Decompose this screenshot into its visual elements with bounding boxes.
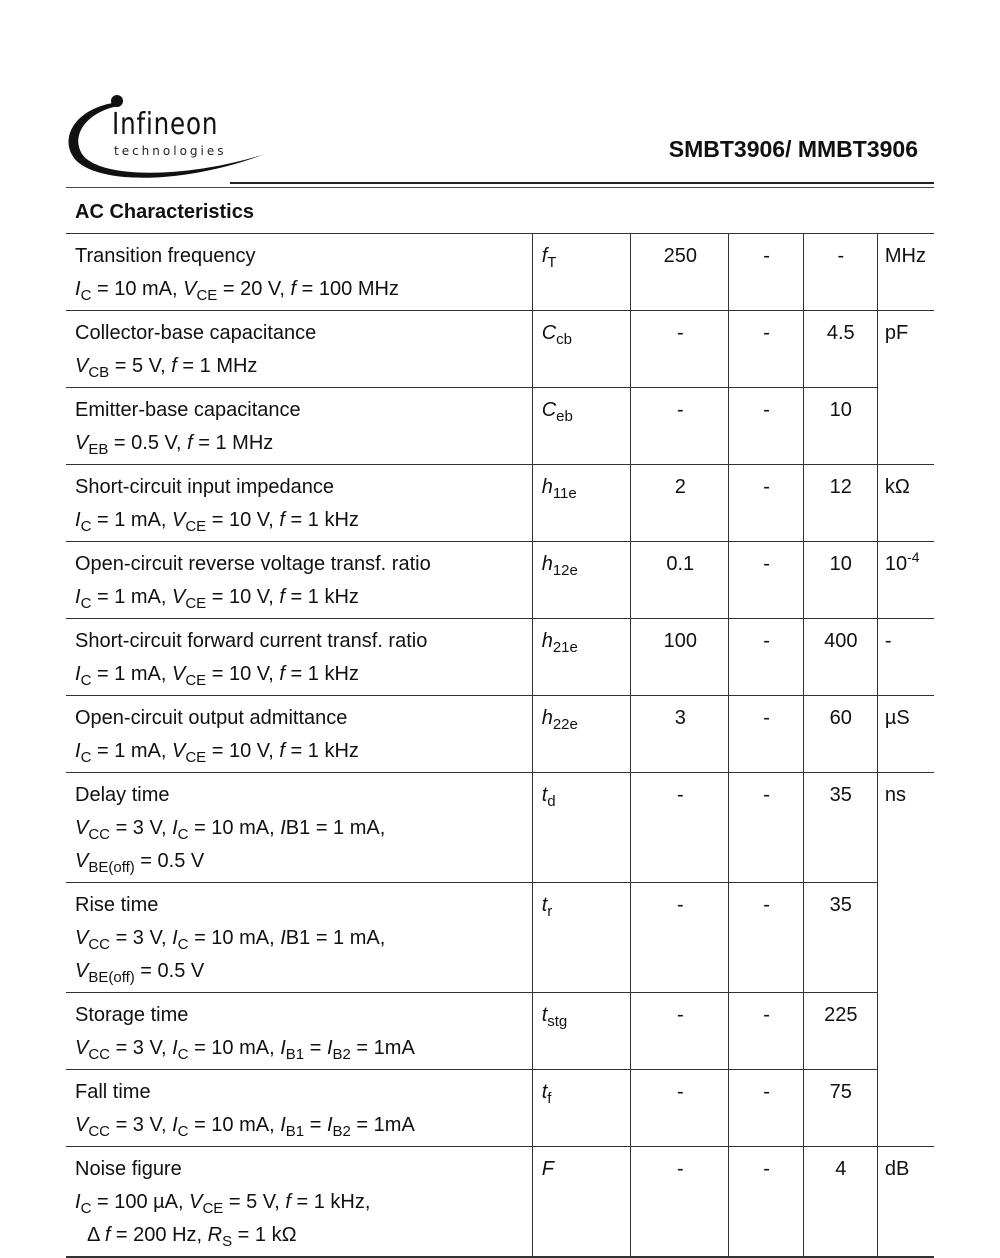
min-value: 100 bbox=[631, 619, 729, 696]
section-title: AC Characteristics bbox=[66, 190, 934, 234]
table-row bbox=[66, 388, 934, 465]
symbol-cell: $C_{eb}$ bbox=[532, 388, 630, 465]
parameter-cell bbox=[66, 993, 532, 1070]
parameter-cell bbox=[66, 388, 532, 465]
test-condition: $V_{BE(off)} = 0.5$ V bbox=[75, 850, 205, 876]
unit-cell: $10^{-4}$ bbox=[877, 542, 934, 619]
test-condition: $I_C = 1$ mA, $V_{CE} = 10$ V, f = 1 kHz bbox=[75, 663, 359, 689]
typ-value: - bbox=[729, 465, 803, 542]
parameter-name: Short-circuit forward current transf. ratio bbox=[75, 630, 428, 652]
min-value: - bbox=[631, 1147, 729, 1258]
header-rule bbox=[230, 182, 934, 184]
unit-cell: kΩ bbox=[877, 465, 934, 542]
table-row bbox=[66, 883, 934, 993]
section-header-row bbox=[66, 190, 934, 234]
max-value: 35 bbox=[803, 883, 877, 993]
symbol-cell: $h_{11e}$ bbox=[532, 465, 630, 542]
ac-characteristics-table bbox=[66, 190, 934, 1258]
parameter-cell bbox=[66, 619, 532, 696]
min-value: 3 bbox=[631, 696, 729, 773]
test-condition: $I_C = 1$ mA, $V_{CE} = 10$ V, f = 1 kHz bbox=[75, 740, 359, 766]
parameter-cell bbox=[66, 773, 532, 883]
header-rule-lower bbox=[66, 187, 934, 188]
test-condition: $I_C = 1$ mA, $V_{CE} = 10$ V, f = 1 kHz bbox=[75, 586, 359, 612]
unit-cell bbox=[877, 388, 934, 465]
typ-value: - bbox=[729, 388, 803, 465]
test-condition: $V_{BE(off)} = 0.5$ V bbox=[75, 960, 205, 986]
typ-value: - bbox=[729, 1147, 803, 1258]
max-value: 400 bbox=[803, 619, 877, 696]
table-row bbox=[66, 619, 934, 696]
test-condition: $V_{CC} = 3$ V, $I_C = 10$ mA, IB1 = 1 mA, bbox=[75, 817, 386, 843]
min-value: 2 bbox=[631, 465, 729, 542]
typ-value: - bbox=[729, 883, 803, 993]
unit-cell bbox=[877, 883, 934, 993]
min-value: 250 bbox=[631, 234, 729, 311]
symbol-cell: $f_T$ bbox=[532, 234, 630, 311]
table-row bbox=[66, 696, 934, 773]
table-row bbox=[66, 311, 934, 388]
test-condition: $I_C = 10$ mA, $V_{CE} = 20$ V, f = 100 MHz bbox=[75, 278, 399, 304]
test-condition: $V_{CB} = 5$ V, f = 1 MHz bbox=[75, 355, 258, 381]
parameter-cell bbox=[66, 542, 532, 619]
test-condition: $V_{CC} = 3$ V, $I_C = 10$ mA, $I_{B1} = I_{B2} = 1mA$ bbox=[75, 1037, 415, 1063]
typ-value: - bbox=[729, 311, 803, 388]
table-row bbox=[66, 1147, 934, 1258]
parameter-name: Delay time bbox=[75, 784, 170, 806]
parameter-name: Open-circuit output admittance bbox=[75, 707, 348, 729]
unit-cell: pF bbox=[877, 311, 934, 388]
unit-cell bbox=[877, 993, 934, 1070]
min-value: 0.1 bbox=[631, 542, 729, 619]
parameter-name: Fall time bbox=[75, 1081, 151, 1103]
typ-value: - bbox=[729, 542, 803, 619]
symbol-cell: $t_r$ bbox=[532, 883, 630, 993]
unit-cell: dB bbox=[877, 1147, 934, 1258]
max-value: - bbox=[803, 234, 877, 311]
max-value: 10 bbox=[803, 388, 877, 465]
typ-value: - bbox=[729, 234, 803, 311]
table-row bbox=[66, 993, 934, 1070]
min-value: - bbox=[631, 311, 729, 388]
min-value: - bbox=[631, 883, 729, 993]
brand-name: Infineon bbox=[112, 107, 219, 142]
unit-cell: MHz bbox=[877, 234, 934, 311]
table-row bbox=[66, 773, 934, 883]
max-value: 4 bbox=[803, 1147, 877, 1258]
parameter-name: Noise figure bbox=[75, 1158, 182, 1180]
unit-cell: ns bbox=[877, 773, 934, 883]
symbol-cell: $h_{12e}$ bbox=[532, 542, 630, 619]
min-value: - bbox=[631, 993, 729, 1070]
parameter-name: Transition frequency bbox=[75, 245, 256, 267]
parameter-name: Storage time bbox=[75, 1004, 189, 1026]
symbol-cell: F bbox=[532, 1147, 630, 1258]
max-value: 4.5 bbox=[803, 311, 877, 388]
min-value: - bbox=[631, 388, 729, 465]
min-value: - bbox=[631, 1070, 729, 1147]
unit-cell: µS bbox=[877, 696, 934, 773]
symbol-cell: $t_d$ bbox=[532, 773, 630, 883]
parameter-cell bbox=[66, 1147, 532, 1258]
table-row bbox=[66, 542, 934, 619]
test-condition: $V_{EB} = 0.5$ V, f = 1 MHz bbox=[75, 432, 274, 458]
parameter-name: Collector-base capacitance bbox=[75, 322, 317, 344]
symbol-cell: $h_{21e}$ bbox=[532, 619, 630, 696]
document-title: SMBT3906/ MMBT3906 bbox=[668, 136, 918, 162]
typ-value: - bbox=[729, 993, 803, 1070]
test-condition: $I_C = 100$ µA, $V_{CE} = 5$ V, f = 1 kHz, bbox=[75, 1191, 371, 1217]
max-value: 12 bbox=[803, 465, 877, 542]
max-value: 10 bbox=[803, 542, 877, 619]
parameter-cell bbox=[66, 883, 532, 993]
min-value: - bbox=[631, 773, 729, 883]
symbol-cell: $t_f$ bbox=[532, 1070, 630, 1147]
typ-value: - bbox=[729, 696, 803, 773]
test-condition: $V_{CC} = 3$ V, $I_C = 10$ mA, $I_{B1} = I_{B2} = 1mA$ bbox=[75, 1114, 415, 1140]
typ-value: - bbox=[729, 1070, 803, 1147]
max-value: 225 bbox=[803, 993, 877, 1070]
parameter-cell bbox=[66, 311, 532, 388]
parameter-cell bbox=[66, 465, 532, 542]
test-condition: Δ f = 200 Hz, $R_S = 1$ kΩ bbox=[87, 1224, 297, 1250]
test-condition: $I_C = 1$ mA, $V_{CE} = 10$ V, f = 1 kHz bbox=[75, 509, 359, 535]
symbol-cell: $C_{cb}$ bbox=[532, 311, 630, 388]
symbol-cell: $t_{stg}$ bbox=[532, 993, 630, 1070]
unit-cell bbox=[877, 1070, 934, 1147]
table-row bbox=[66, 1070, 934, 1147]
test-condition: $V_{CC} = 3$ V, $I_C = 10$ mA, IB1 = 1 mA, bbox=[75, 927, 386, 953]
parameter-cell bbox=[66, 234, 532, 311]
max-value: 35 bbox=[803, 773, 877, 883]
parameter-name: Short-circuit input impedance bbox=[75, 476, 335, 498]
max-value: 75 bbox=[803, 1070, 877, 1147]
brand-subtitle: technologies bbox=[114, 144, 227, 158]
parameter-name: Open-circuit reverse voltage transf. ratio bbox=[75, 553, 431, 575]
table-row bbox=[66, 234, 934, 311]
max-value: 60 bbox=[803, 696, 877, 773]
parameter-cell bbox=[66, 1070, 532, 1147]
parameter-name: Rise time bbox=[75, 894, 159, 916]
parameter-name: Emitter-base capacitance bbox=[75, 399, 301, 421]
typ-value: - bbox=[729, 619, 803, 696]
symbol-cell: $h_{22e}$ bbox=[532, 696, 630, 773]
table-row bbox=[66, 465, 934, 542]
unit-cell: - bbox=[877, 619, 934, 696]
typ-value: - bbox=[729, 773, 803, 883]
parameter-cell bbox=[66, 696, 532, 773]
